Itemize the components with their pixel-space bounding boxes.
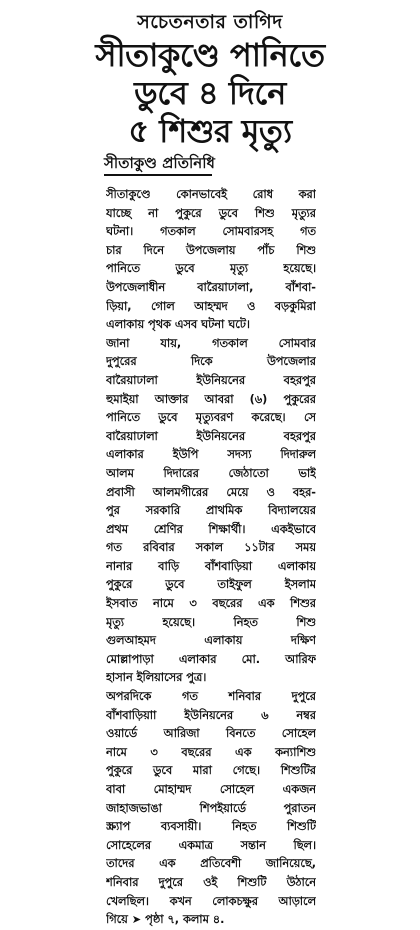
- article-kicker: সচেতনতার তাগিদ: [137, 11, 283, 33]
- body-text-line: যাচ্ছে না পুকুরে ডুবে শিশু মৃত্যুর: [106, 206, 316, 220]
- body-text-line: গিয়ে ➤ পৃষ্ঠা ৭, কলাম ৪.: [106, 913, 225, 927]
- body-text-line: হুমাইয়া আক্তার আবরা (৬) পুকুরের: [106, 392, 316, 406]
- body-text-line: এলাকায় পৃথক এসব ঘটনা ঘটে।: [106, 318, 250, 332]
- headline-line-3: ৫ শিশুর মৃত্যু: [128, 112, 292, 150]
- body-text-line: নানার বাড়ি বাঁশবাড়িয়া এলাকায়: [106, 559, 316, 573]
- body-text-line: স্ক্র্যাপ ব্যবসায়ী। নিহত শিশুটি: [106, 820, 316, 834]
- body-text-line: খেলছিল। কখন লোকচক্ষুর আড়ালে: [106, 894, 316, 908]
- body-text-line: জাহাজভাঙা শিপইয়ার্ডে পুরাতন: [106, 801, 316, 815]
- body-text-line: তাদের এক প্রতিবেশী জানিয়েছে,: [106, 857, 316, 871]
- body-text-line: ইসবাত নামে ৩ বছরের এক শিশুর: [106, 597, 316, 611]
- body-text-line: পুর সরকারি প্রাথমিক বিদ্যালয়ের: [106, 504, 316, 518]
- body-text-line: মোল্লাপাড়া এলাকার মো. আরিফ: [106, 652, 316, 666]
- byline-underline: [104, 174, 212, 176]
- body-text-line: গুলআহমদ এলাকায় দক্ষিণ: [106, 634, 316, 648]
- body-text-line: চার দিনে উপজেলায় পাঁচ শিশু: [106, 243, 316, 257]
- body-text-line: পানিতে ডুবে মৃত্যু হয়েছে।: [106, 262, 316, 276]
- article-byline: সীতাকুণ্ড প্রতিনিধি: [104, 154, 215, 172]
- body-text-line: বাঁশবাড়িয়াা ইউনিয়নের ৬ নম্বর: [106, 708, 316, 722]
- body-text-line: এলাকার ইউপি সদস্য দিদারুল: [106, 448, 316, 462]
- body-text-line: গত রবিবার সকাল ১১টার সময়: [106, 541, 316, 555]
- body-text-line: মৃত্যু হয়েছে। নিহত শিশু: [106, 615, 316, 629]
- body-text-line: সোহেলের একমাত্র সন্তান ছিল।: [106, 838, 316, 852]
- article-body: [106, 186, 316, 930]
- body-text-line: পানিতে ডুবে মৃত্যুবরণ করেছে। সে: [106, 411, 316, 425]
- body-text-line: সীতাকুণ্ডে কোনভাবেই রোধ করা: [106, 188, 316, 201]
- body-text-line: প্রথম শ্রেণির শিক্ষার্থী। একইভাবে: [106, 522, 316, 536]
- body-text-line: ঘটনা। গতকাল সোমবারসহ গত: [106, 225, 316, 239]
- body-text-line: প্রবাসী আলমগীরের মেয়ে ও বহর-: [106, 485, 316, 499]
- body-text-line: বারৈয়াঢালা ইউনিয়নের বহরপুর: [106, 429, 316, 443]
- body-text-line: হাসান ইলিয়াসের পুত্র।: [106, 671, 207, 685]
- body-text-line: বারৈয়াঢালা ইউনিয়নের বহরপুর: [106, 373, 316, 387]
- body-text-line: বাবা মোহাম্মদ সোহেল একজন: [106, 783, 316, 796]
- article-headline: [0, 36, 420, 150]
- body-text-line: নামে ৩ বছরের এক কন্যাশিশু: [106, 745, 316, 759]
- body-text-line: উপজেলাধীন বারৈয়াঢালা, বাঁশবা-: [106, 280, 316, 294]
- body-text-line: দুপুরের দিকে উপজেলার: [106, 355, 316, 369]
- body-text-line: পুকুরে ডুবে মারা গেছে। শিশুটির: [106, 764, 316, 778]
- body-text-line: শনিবার দুপুরে ওই শিশুটি উঠানে: [106, 875, 316, 889]
- body-text-line: জানা যায়, গতকাল সোমবার: [106, 336, 316, 350]
- body-text-line: পুকুরে ডুবে তাইফুল ইসলাম: [106, 578, 316, 592]
- body-text-line: অপরদিকে গত শনিবার দুপুরে: [106, 690, 316, 704]
- headline-line-1: সীতাকুণ্ডে পানিতে: [95, 36, 325, 74]
- body-text-line: ওয়ার্ডে আরিজা বিনতে সোহেল: [106, 727, 316, 741]
- headline-line-2: ডুবে ৪ দিনে: [134, 74, 286, 112]
- body-text-line: আলম দিদারের জেঠাতো ভাই: [106, 466, 316, 480]
- body-text-line: ড়িয়া, গোল আহম্মদ ও বড়কুমিরা: [106, 299, 316, 313]
